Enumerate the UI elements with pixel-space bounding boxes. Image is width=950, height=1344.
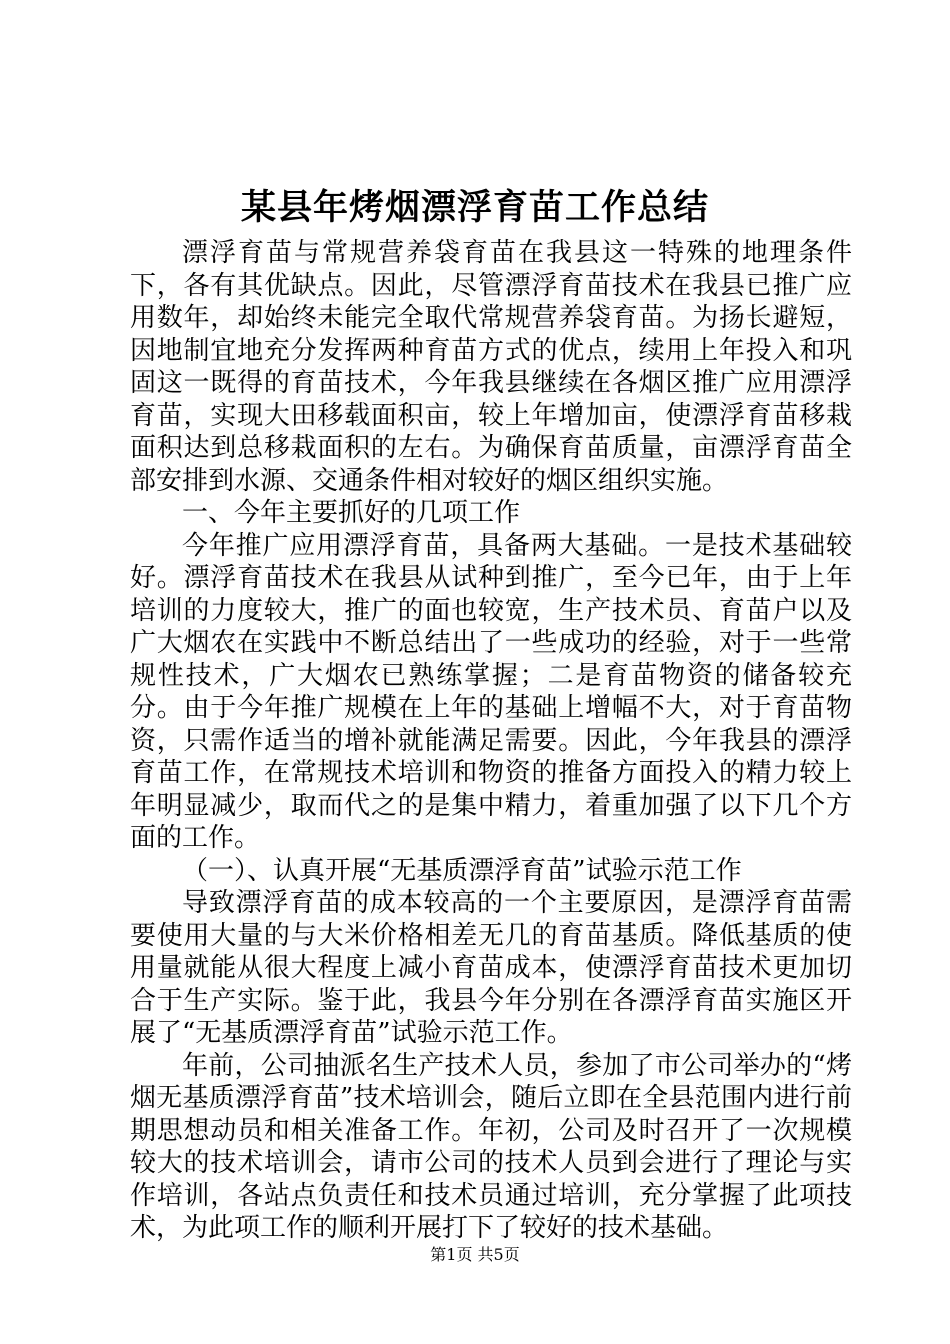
page-footer: 第1页 共5页	[430, 1245, 520, 1264]
document-body	[130, 237, 852, 1245]
section-heading-1: 一、今年主要抓好的几项工作	[182, 498, 521, 528]
paragraph-foundations: 今年推广应用漂浮育苗，具备两大基础。一是技术基础较好。漂浮育苗技术在我县从试种到推广，至今已年，由于上年培训的力度较大，推广的面也较宽，生产技术员、育苗户以及广大烟农在实践中不断总结出了一些成功的经验，对于一些常规性技术，广大烟农已熟练掌握；二是育苗物资的储备较充分。由于今年推广规模在上年的基础上增幅不大，对于育苗物资，只需作适当的增补就能满足需要。因此，今年我县的漂浮育苗工作，在常规技术培训和物资的推备方面投入的精力较上年明显减少，取而代之的是集中精力，着重加强了以下几个方面的工作。	[130, 530, 852, 853]
subsection-heading-1: （一）、认真开展“无基质漂浮育苗”试验示范工作	[182, 855, 742, 886]
paragraph-cost-reason: 导致漂浮育苗的成本较高的一个主要原因，是漂浮育苗需要使用大量的与大米价格相差无几的育苗基质。降低基质的使用量就能从很大程度上减小育苗成本，使漂浮育苗技术更加切合于生产实际。鉴于此，我县今年分别在各漂浮育苗实施区开展了“无基质漂浮育苗”试验示范工作。	[130, 888, 852, 1048]
paragraph-training: 年前，公司抽派名生产技术人员，参加了市公司举办的“烤烟无基质漂浮育苗”技术培训会，随后立即在全县范围内进行前期思想动员和相关准备工作。年初，公司及时召开了一次规模较大的技术培训会，请市公司的技术人员到会进行了理论与实作培训，各站点负责任和技术员通过培训，充分掌握了此项技术，为此项工作的顺利开展打下了较好的技术基础。	[130, 1050, 852, 1243]
paragraph-intro: 漂浮育苗与常规营养袋育苗在我县这一特殊的地理条件下，各有其优缺点。因此，尽管漂浮育苗技术在我县已推广应用数年，却始终未能完全取代常规营养袋育苗。为扬长避短，因地制宜地充分发挥两种育苗方式的优点，续用上年投入和巩固这一既得的育苗技术，今年我县继续在各烟区推广应用漂浮育苗，实现大田移载面积亩，较上年增加亩，使漂浮育苗移栽面积达到总移栽面积的左右。为确保育苗质量，亩漂浮育苗全部安排到水源、交通条件相对较好的烟区组织实施。	[130, 238, 852, 496]
document-title: 某县年烤烟漂浮育苗工作总结	[240, 187, 709, 228]
